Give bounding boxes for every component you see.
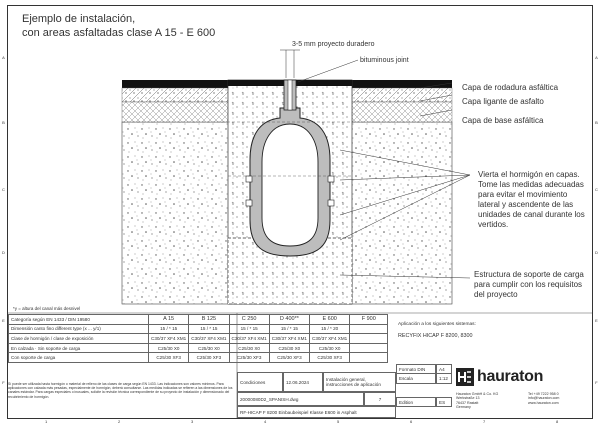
binder-course-left xyxy=(122,88,228,102)
edition-label: Edition xyxy=(396,397,436,407)
spec-cell: C30/37 XF4 XM1 xyxy=(269,334,309,344)
ruler-right-c: C xyxy=(595,187,598,192)
spec-header-d400: D 400** xyxy=(269,315,309,325)
ruler-left-d: D xyxy=(2,250,5,255)
ruler-bottom-7: 7 xyxy=(483,419,486,424)
footnote: *y = altura del canal más desnivel xyxy=(13,306,81,311)
spec-cell: C25/30 X0 xyxy=(310,343,350,353)
spec-header-c250: C 250 xyxy=(229,315,269,325)
scale-label: Escala xyxy=(396,374,436,384)
spec-cell: C30/37 XF4 XM1 xyxy=(310,334,350,344)
concrete-note-line-1: Vierta el hormigón en capas. xyxy=(478,170,580,179)
brand-logo xyxy=(456,368,543,386)
address-line: Germany xyxy=(456,405,471,410)
application-system: RECYFIX HICAP F 8200, 8300 xyxy=(398,333,473,339)
spec-cell: C25/30 XF3 xyxy=(269,353,309,363)
title-line-2: con areas asfaltadas clase A 15 - E 600 xyxy=(22,27,216,39)
hauraton-logo-icon xyxy=(456,368,474,386)
ruler-left-e: E xyxy=(2,318,5,323)
base-course-left xyxy=(122,102,228,122)
base-course-right xyxy=(352,102,452,122)
spec-cell: C30/37 XF4 XM1 xyxy=(189,334,229,344)
spec-header-row xyxy=(9,315,388,325)
spec-cell: C25/30 XF3 xyxy=(229,353,269,363)
date-field: 12.06.2024 xyxy=(283,372,323,392)
contact-line: info@hauraton.com xyxy=(528,396,560,401)
format-value: A4 xyxy=(436,364,452,374)
ruler-left-c: C xyxy=(2,187,5,192)
spec-header-e600: E 600 xyxy=(310,315,350,325)
ruler-right-b: B xyxy=(595,120,598,125)
label-surface-course: Capa de rodadura asfáltica xyxy=(462,83,559,92)
spec-row-label: Clase de hormigón / clase de exposición xyxy=(9,334,149,344)
spec-cell: C25/30 X0 xyxy=(149,343,189,353)
support-line-3: del proyecto xyxy=(474,290,518,299)
brand-address xyxy=(456,392,498,410)
ruler-left-a: A xyxy=(2,55,5,60)
concrete-note-line-5: unidades de canal durante los xyxy=(478,210,585,219)
label-joint-width: 3-5 mm proyecto duradero xyxy=(292,41,375,48)
rib-right-2 xyxy=(328,200,334,206)
spec-cell xyxy=(350,324,388,334)
channel-bore xyxy=(262,124,318,246)
ruler-right-f: F xyxy=(595,380,598,385)
contact-line: Tel +49 7222 958 0 xyxy=(528,392,559,396)
label-support-structure xyxy=(474,270,584,300)
ruler-bottom-8: 8 xyxy=(556,419,559,424)
surface-course-right xyxy=(352,80,452,88)
format-label: Formato DIN xyxy=(396,364,436,374)
brand-contact xyxy=(528,392,559,405)
legal-text: Sí puede ser utilizada hasta hormigón o material de relleno de las clases de carga según EN 1433. Las indicaciones son valores mínimos. Para aplicaciones con calzada más pesadas, especialmente de hormigón, deberá consultarse. Las medidas indicadas se refieren a las dimensiones de los canales estándar. Para cargas especiales o inusuales, solicite la revisión técnica correspondiente de su proyecto de instalación y dimensionado del recubrimiento de hormigón. xyxy=(8,382,233,399)
edition-value: ES xyxy=(436,397,452,407)
application-title: Aplicación a los siguientes sistemas: xyxy=(398,322,476,327)
address-line: 76437 Rastatt xyxy=(456,400,479,405)
support-line-1: Estructura de soporte de carga xyxy=(474,270,584,279)
support-line-2: para cumplir con los requisitos xyxy=(474,280,583,289)
spec-cell: C25/30 X0 xyxy=(269,343,309,353)
spec-cell: C25/30 X0 xyxy=(189,343,229,353)
conditions-label: Condiciones xyxy=(237,372,283,392)
spec-cell: C30/37 XF4 XM1 xyxy=(229,334,269,344)
label-bituminous-joint: bituminous joint xyxy=(360,57,409,64)
spec-header-f900: F 900 xyxy=(350,315,388,325)
spec-cell: 15 / * 15 xyxy=(269,324,309,334)
rib-right-1 xyxy=(328,176,334,182)
concrete-note-line-3: para evitar el movimiento xyxy=(478,190,568,199)
spec-side-label: En calzada xyxy=(11,345,34,351)
ruler-bottom-5: 5 xyxy=(337,419,340,424)
slot-opening xyxy=(288,80,292,110)
table-row xyxy=(9,334,388,344)
concrete-note-line-2: Tome las medidas adecuadas xyxy=(478,180,584,189)
brand-name: hauraton xyxy=(477,368,544,385)
ruler-bottom-2: 2 xyxy=(118,419,121,424)
spec-cell: C25/30 X0 xyxy=(229,343,269,353)
spec-row-label: Dimensión canto fino different type (x ... y/1) xyxy=(9,324,149,334)
ruler-bottom-6: 6 xyxy=(410,419,413,424)
table-row xyxy=(9,353,388,363)
ruler-bottom-1: 1 xyxy=(45,419,48,424)
sheet-number-field: 7 xyxy=(364,392,396,406)
surface-course-left xyxy=(122,80,228,88)
rib-left-2 xyxy=(246,200,252,206)
label-binder-course: Capa ligante de asfalto xyxy=(462,97,544,106)
spec-header-b125: B 125 xyxy=(189,315,229,325)
ruler-right-e: E xyxy=(595,318,598,323)
spec-header-category: Categoría según EN 1433 / DIN 19580 xyxy=(9,315,149,325)
table-row xyxy=(9,324,388,334)
label-base-course: Capa de base asfáltica xyxy=(462,116,544,125)
ruler-bottom-3: 3 xyxy=(191,419,194,424)
spec-cell: C30/37 XF4 XM1 xyxy=(149,334,189,344)
concrete-note-line-6: vertidos. xyxy=(478,220,509,229)
table-row xyxy=(9,343,388,353)
spec-cell: 15 / * 15 xyxy=(189,324,229,334)
ruler-left-b: B xyxy=(2,120,5,125)
address-line: Werkstraße 13 xyxy=(456,396,480,401)
spec-cell: 15 / * 15 xyxy=(149,324,189,334)
spec-cell xyxy=(350,353,388,363)
spec-table xyxy=(8,314,388,363)
description-field: Instalación general, instrucciones de aplicación xyxy=(323,372,396,392)
spec-header-a15: A 15 xyxy=(149,315,189,325)
spec-cell: 15 / * 15 xyxy=(229,324,269,334)
scale-value: 1:12 xyxy=(436,374,452,384)
ruler-bottom-4: 4 xyxy=(264,419,267,424)
address-line: Hauraton GmbH & Co. KG xyxy=(456,392,499,396)
binder-course-right xyxy=(352,88,452,102)
concrete-note-line-4: lateral y ascendente de las xyxy=(478,200,574,209)
spec-cell: C25/30 XF3 xyxy=(149,353,189,363)
spec-cell: C25/30 XF3 xyxy=(189,353,229,363)
ruler-right-a: A xyxy=(595,55,598,60)
spec-row-label-text: Sin soporte de carga xyxy=(37,345,81,351)
spec-row-label: Con soporte de carga xyxy=(9,353,149,363)
ruler-left-f: F xyxy=(2,380,5,385)
rib-left-1 xyxy=(246,176,252,182)
spec-cell xyxy=(350,343,388,353)
spec-row-label: En calzada · Sin soporte de carga xyxy=(9,343,149,353)
drawing-name-field: RF-HICAP F 8200 Einbaubeispiel Klasse E600 in Asphalt xyxy=(237,406,396,418)
spec-cell xyxy=(350,334,388,344)
file-name-field: 20000080D2_SPANISH.dwg xyxy=(237,392,364,406)
title-line-1: Ejemplo de instalación, xyxy=(22,13,136,25)
spec-cell: 15 / * 20 xyxy=(310,324,350,334)
contact-line: www.hauraton.com xyxy=(528,400,559,405)
spec-cell: C25/30 XF3 xyxy=(310,353,350,363)
ruler-right-d: D xyxy=(595,250,598,255)
label-concrete-note xyxy=(478,170,585,230)
